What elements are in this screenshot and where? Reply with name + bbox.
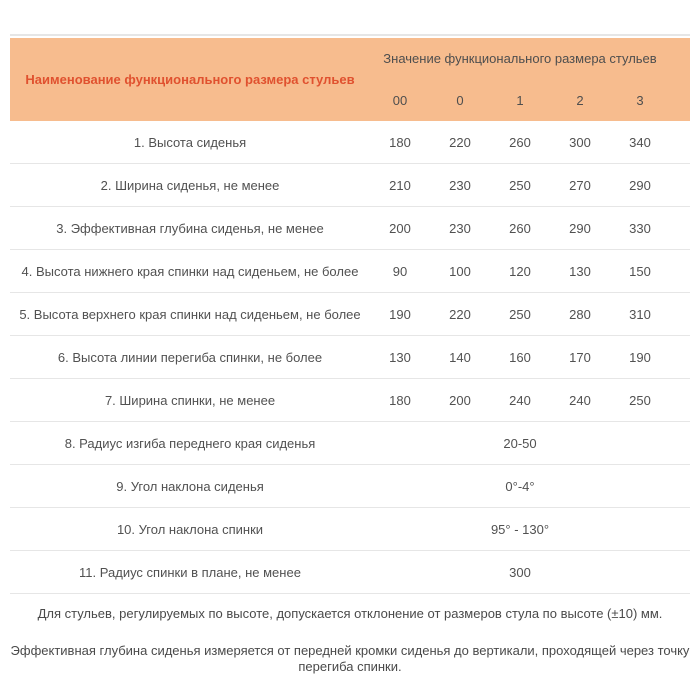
row-value: 140 xyxy=(449,349,471,365)
size-class-label: 2 xyxy=(576,93,584,108)
row-value: 90 xyxy=(392,263,408,279)
row-value: 180 xyxy=(389,134,411,150)
row-label: 9. Угол наклона сиденья xyxy=(116,478,264,494)
row-value: 130 xyxy=(389,349,411,365)
row-value: 240 xyxy=(569,392,591,408)
size-class-label: 3 xyxy=(636,93,644,108)
row-value: 250 xyxy=(629,392,651,408)
table-row xyxy=(10,293,690,336)
row-value: 340 xyxy=(629,134,651,150)
row-label: 3. Эффективная глубина сиденья, не менее xyxy=(56,220,324,236)
row-label: 2. Ширина сиденья, не менее xyxy=(100,177,280,193)
table-row xyxy=(10,207,690,250)
row-value: 220 xyxy=(449,306,471,322)
name-column-header-label: Наименование функционального размера стульев xyxy=(25,72,355,87)
row-label: 7. Ширина спинки, не менее xyxy=(104,392,276,408)
row-label: 10. Угол наклона спинки xyxy=(116,521,264,537)
row-value: 100 xyxy=(449,263,471,279)
table-header xyxy=(10,38,690,121)
row-span-value: 0°-4° xyxy=(505,478,535,494)
row-label: 1. Высота сиденья xyxy=(133,134,247,150)
row-value: 270 xyxy=(569,177,591,193)
header-spacer xyxy=(670,38,690,121)
footnote: Для стульев, регулируемых по высоте, допускается отклонение от размеров стула по высоте (±10) мм. xyxy=(37,606,663,621)
row-span-value: 300 xyxy=(509,564,531,580)
table-row xyxy=(10,336,690,379)
row-label: 11. Радиус спинки в плане, не менее xyxy=(79,564,301,580)
table-top-border xyxy=(10,34,690,36)
values-column-header xyxy=(370,38,670,121)
row-label: 4. Высота нижнего края спинки над сиденьем, не более xyxy=(21,263,359,279)
row-value: 290 xyxy=(569,220,591,236)
row-value: 250 xyxy=(509,306,531,322)
table-row xyxy=(10,422,690,465)
row-value: 260 xyxy=(509,134,531,150)
size-class-label: 00 xyxy=(392,93,408,108)
row-value: 150 xyxy=(629,263,651,279)
table-row xyxy=(10,250,690,293)
row-value: 300 xyxy=(569,134,591,150)
size-class-labels xyxy=(370,93,670,108)
row-value: 310 xyxy=(629,306,651,322)
row-value: 190 xyxy=(629,349,651,365)
table-row xyxy=(10,465,690,508)
row-value: 190 xyxy=(389,306,411,322)
row-value: 210 xyxy=(389,177,411,193)
row-value: 160 xyxy=(509,349,531,365)
row-span-value: 20-50 xyxy=(503,435,537,451)
row-value: 200 xyxy=(389,220,411,236)
footnote: Эффективная глубина сиденья измеряется от передней кромки сиденья до вертикали, проходящей через точку перегиба спинки. xyxy=(10,643,690,674)
row-label: 5. Высота верхнего края спинки над сиденьем, не более xyxy=(19,306,361,322)
size-class-label: 0 xyxy=(456,93,464,108)
values-column-header-label: Значение функционального размера стульев xyxy=(383,51,657,66)
row-value: 280 xyxy=(569,306,591,322)
table-body xyxy=(10,121,690,594)
row-value: 230 xyxy=(449,220,471,236)
row-value: 130 xyxy=(569,263,591,279)
row-value: 240 xyxy=(509,392,531,408)
row-value: 290 xyxy=(629,177,651,193)
row-value: 180 xyxy=(389,392,411,408)
row-value: 170 xyxy=(569,349,591,365)
row-value: 230 xyxy=(449,177,471,193)
row-span-value: 95° - 130° xyxy=(490,521,550,537)
row-value: 250 xyxy=(509,177,531,193)
row-value: 330 xyxy=(629,220,651,236)
table-row xyxy=(10,551,690,594)
table-row xyxy=(10,121,690,164)
row-value: 260 xyxy=(509,220,531,236)
size-class-label: 1 xyxy=(516,93,524,108)
row-value: 220 xyxy=(449,134,471,150)
row-value: 200 xyxy=(449,392,471,408)
chair-sizes-table xyxy=(10,38,690,594)
table-row xyxy=(10,508,690,551)
row-label: 8. Радиус изгиба переднего края сиденья xyxy=(64,435,316,451)
name-column-header xyxy=(10,38,370,121)
footnotes xyxy=(0,606,700,696)
row-value: 120 xyxy=(509,263,531,279)
table-row xyxy=(10,379,690,422)
table-row xyxy=(10,164,690,207)
row-label: 6. Высота линии перегиба спинки, не более xyxy=(57,349,323,365)
